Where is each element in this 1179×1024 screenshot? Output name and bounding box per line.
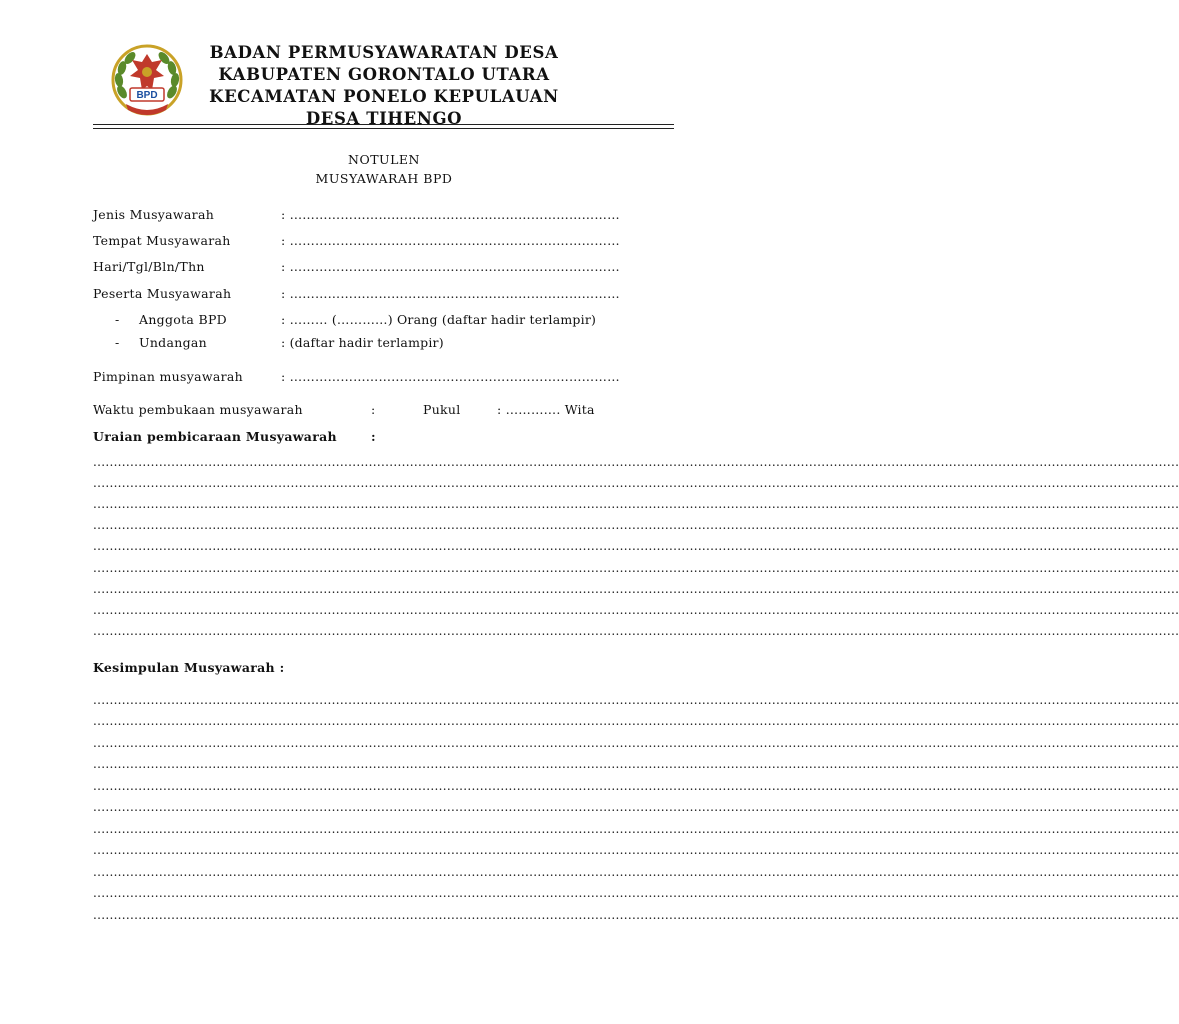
kesimpulan-line: ........................................................................................................................................................................................................................................................................ [93, 865, 1179, 879]
kesimpulan-line: ........................................................................................................................................................................................................................................................................ [93, 779, 1179, 793]
uraian-line: ........................................................................................................................................................................................................................................................................ [93, 539, 1179, 553]
peserta-label: Peserta Musyawarah [93, 286, 232, 301]
pukul-label: Pukul [423, 402, 461, 417]
anggota-value: : ……… (…………) Orang (daftar hadir terlampir) [281, 312, 597, 327]
tempat-label: Tempat Musyawarah [93, 233, 231, 248]
header-rule [93, 128, 674, 129]
doc-subtitle: MUSYAWARAH BPD [315, 171, 453, 186]
doc-title: NOTULEN [348, 152, 420, 167]
kesimpulan-line: ........................................................................................................................................................................................................................................................................ [93, 822, 1179, 836]
waktu-value: : …………. Wita [497, 402, 595, 417]
tempat-value: : …………………………………………………………………… [281, 233, 620, 248]
uraian-line: ........................................................................................................................................................................................................................................................................ [93, 561, 1179, 575]
letterhead-line: KECAMATAN PONELO KEPULAUAN [209, 87, 559, 106]
kesimpulan-line: ........................................................................................................................................................................................................................................................................ [93, 886, 1179, 900]
bpd-logo [108, 40, 186, 122]
hari-label: Hari/Tgl/Bln/Thn [93, 259, 205, 274]
jenis-label: Jenis Musyawarah [93, 207, 215, 222]
svg-text:BPD: BPD [136, 90, 158, 101]
waktu-label: Waktu pembukaan musyawarah [93, 402, 303, 417]
kesimpulan-label: Kesimpulan Musyawarah : [93, 660, 285, 675]
anggota-label: Anggota BPD [139, 312, 227, 327]
peserta-value: : …………………………………………………………………… [281, 286, 620, 301]
undangan-label: Undangan [139, 335, 207, 350]
kesimpulan-line: ........................................................................................................................................................................................................................................................................ [93, 736, 1179, 750]
pimpinan-label: Pimpinan musyawarah [93, 369, 243, 384]
pimpinan-value: : …………………………………………………………………… [281, 369, 620, 384]
kesimpulan-line: ........................................................................................................................................................................................................................................................................ [93, 714, 1179, 728]
letterhead-line: BADAN PERMUSYAWARATAN DESA [209, 43, 559, 62]
uraian-line: ........................................................................................................................................................................................................................................................................ [93, 476, 1179, 490]
letterhead-line: KABUPATEN GORONTALO UTARA [218, 65, 550, 84]
letterhead [200, 42, 568, 130]
uraian-line: ........................................................................................................................................................................................................................................................................ [93, 624, 1179, 638]
jenis-value: : …………………………………………………………………… [281, 207, 620, 222]
uraian-label: Uraian pembicaraan Musyawarah [93, 429, 337, 444]
letterhead-line: DESA TIHENGO [305, 109, 463, 128]
kesimpulan-line: ........................................................................................................................................................................................................................................................................ [93, 757, 1179, 771]
undangan-dash: - [115, 335, 120, 350]
header-rule [93, 124, 674, 125]
uraian-line: ........................................................................................................................................................................................................................................................................ [93, 603, 1179, 617]
uraian-line: ........................................................................................................................................................................................................................................................................ [93, 582, 1179, 596]
uraian-line: ........................................................................................................................................................................................................................................................................ [93, 497, 1179, 511]
kesimpulan-line: ........................................................................................................................................................................................................................................................................ [93, 843, 1179, 857]
kesimpulan-line: ........................................................................................................................................................................................................................................................................ [93, 800, 1179, 814]
anggota-dash: - [115, 312, 120, 327]
kesimpulan-line: ........................................................................................................................................................................................................................................................................ [93, 908, 1179, 922]
uraian-line: ........................................................................................................................................................................................................................................................................ [93, 518, 1179, 532]
undangan-value: : (daftar hadir terlampir) [281, 335, 444, 350]
kesimpulan-line: ........................................................................................................................................................................................................................................................................ [93, 693, 1179, 707]
waktu-colon: : [371, 402, 376, 417]
uraian-line: ........................................................................................................................................................................................................................................................................ [93, 455, 1179, 469]
uraian-colon: : [371, 429, 376, 444]
hari-value: : …………………………………………………………………… [281, 259, 620, 274]
